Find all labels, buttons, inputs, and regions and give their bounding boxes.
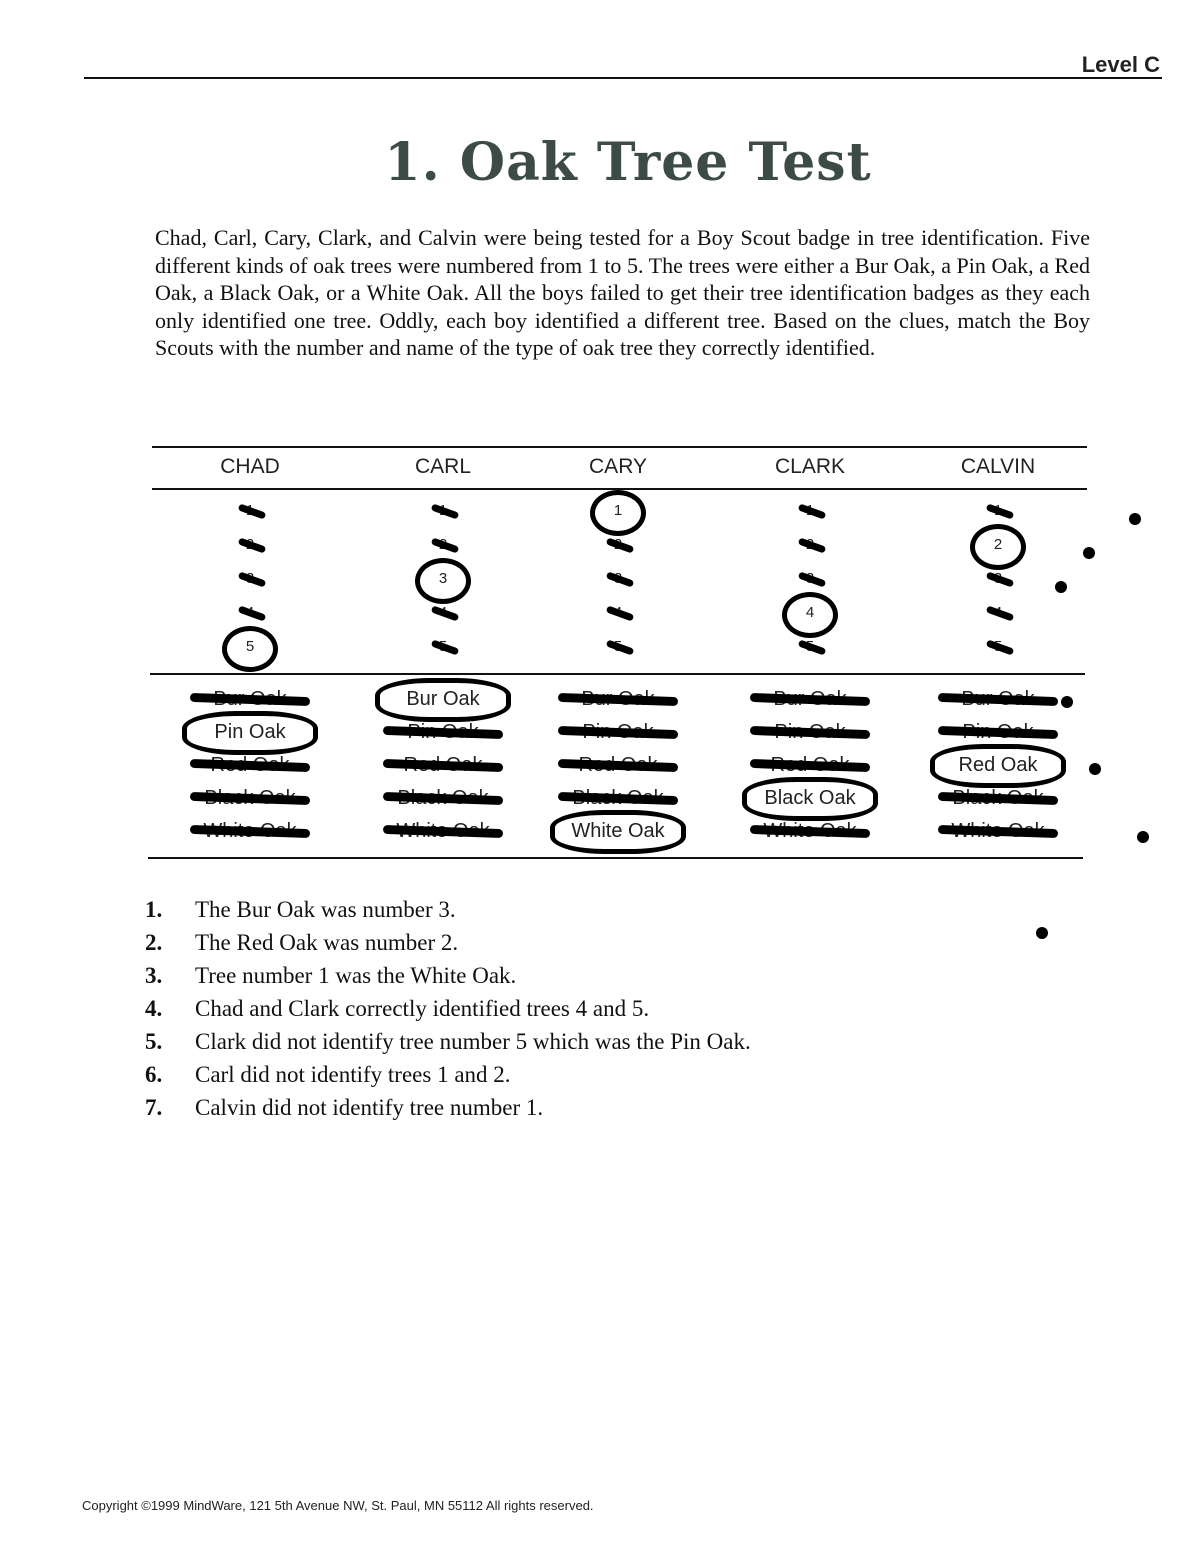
clue-text: Carl did not identify trees 1 and 2.	[195, 1062, 511, 1087]
page-title: 1. Oak Tree Test	[384, 132, 872, 193]
clue-text: Clark did not identify tree number 5 which was the Pin Oak.	[195, 1029, 751, 1054]
clue-item	[145, 959, 1045, 992]
clue-number: 5.	[145, 1029, 163, 1054]
column-header-cary: CARY	[589, 455, 647, 478]
answer-circle	[182, 711, 318, 755]
clue-item	[145, 893, 1045, 926]
scan-dot	[1036, 927, 1048, 939]
answer-circle	[415, 558, 471, 604]
oak-option[interactable]: White Oak	[571, 820, 665, 842]
oak-option[interactable]: Bur Oak	[406, 688, 480, 710]
column-header-carl: CARL	[414, 455, 472, 478]
grid-middle-rule	[150, 673, 1085, 675]
header-rule	[84, 77, 1162, 79]
clue-item	[145, 1025, 1045, 1058]
grid-top-rule	[152, 446, 1087, 448]
clue-text: Chad and Clark correctly identified trees 4 and 5.	[195, 996, 650, 1021]
tree-number-2[interactable]: 2	[993, 536, 1003, 553]
grid-bottom-rule	[148, 857, 1083, 859]
scan-dot	[1129, 513, 1141, 525]
scan-dot	[1083, 547, 1095, 559]
answer-circle	[782, 592, 838, 638]
clue-text: The Red Oak was number 2.	[195, 930, 459, 955]
clue-text: The Bur Oak was number 3.	[195, 897, 456, 922]
intro-paragraph: Chad, Carl, Cary, Clark, and Calvin were being tested for a Boy Scout badge in tree identification. Five different kinds of oak trees were numbered from 1 to 5. The trees were either a Bur Oak, a Pin Oak, a Red Oak, a Black Oak, or a White Oak. All the boys failed to get their tree identification badges as they each only identified one tree. Oddly, each boy identified a different tree. Based on the clues, match the Boy Scouts with the number and name of the type of oak tree they correctly identified.	[155, 225, 1090, 360]
level-label: Level C	[1081, 52, 1160, 77]
oak-option[interactable]: Black Oak	[764, 787, 856, 809]
scan-dot	[1061, 696, 1073, 708]
answer-circle	[930, 744, 1066, 788]
scan-dot	[1089, 763, 1101, 775]
clue-item	[145, 1058, 1045, 1091]
answer-circle	[970, 524, 1026, 570]
clue-list	[145, 893, 1045, 1124]
column-header-clark: CLARK	[774, 455, 846, 478]
answer-circle	[375, 678, 511, 722]
clue-text: Tree number 1 was the White Oak.	[195, 963, 517, 988]
clue-item	[145, 1091, 1045, 1124]
answer-circle	[550, 810, 686, 854]
answer-circle	[222, 626, 278, 672]
column-header-calvin: CALVIN	[960, 455, 1036, 478]
answer-circle	[590, 490, 646, 536]
answer-circle	[742, 777, 878, 821]
copyright-footer: Copyright ©1999 MindWare, 121 5th Avenue NW, St. Paul, MN 55112 All rights reserved.	[82, 1498, 594, 1513]
oak-option[interactable]: Pin Oak	[214, 721, 286, 743]
oak-option[interactable]: Red Oak	[958, 754, 1038, 776]
column-header-chad: CHAD	[220, 455, 280, 478]
tree-number-5[interactable]: 5	[245, 638, 255, 655]
clue-number: 6.	[145, 1062, 163, 1087]
clue-text: Calvin did not identify tree number 1.	[195, 1095, 544, 1120]
clue-number: 2.	[145, 930, 163, 955]
tree-number-3[interactable]: 3	[438, 570, 448, 587]
scan-dot	[1137, 831, 1149, 843]
clue-item	[145, 992, 1045, 1025]
clue-number: 1.	[145, 897, 163, 922]
clue-number: 7.	[145, 1095, 163, 1120]
clue-number: 4.	[145, 996, 163, 1021]
tree-number-1[interactable]: 1	[613, 502, 623, 519]
clue-number: 3.	[145, 963, 163, 988]
scan-dot	[1055, 581, 1067, 593]
clue-item	[145, 926, 1045, 959]
tree-number-4[interactable]: 4	[805, 604, 815, 621]
